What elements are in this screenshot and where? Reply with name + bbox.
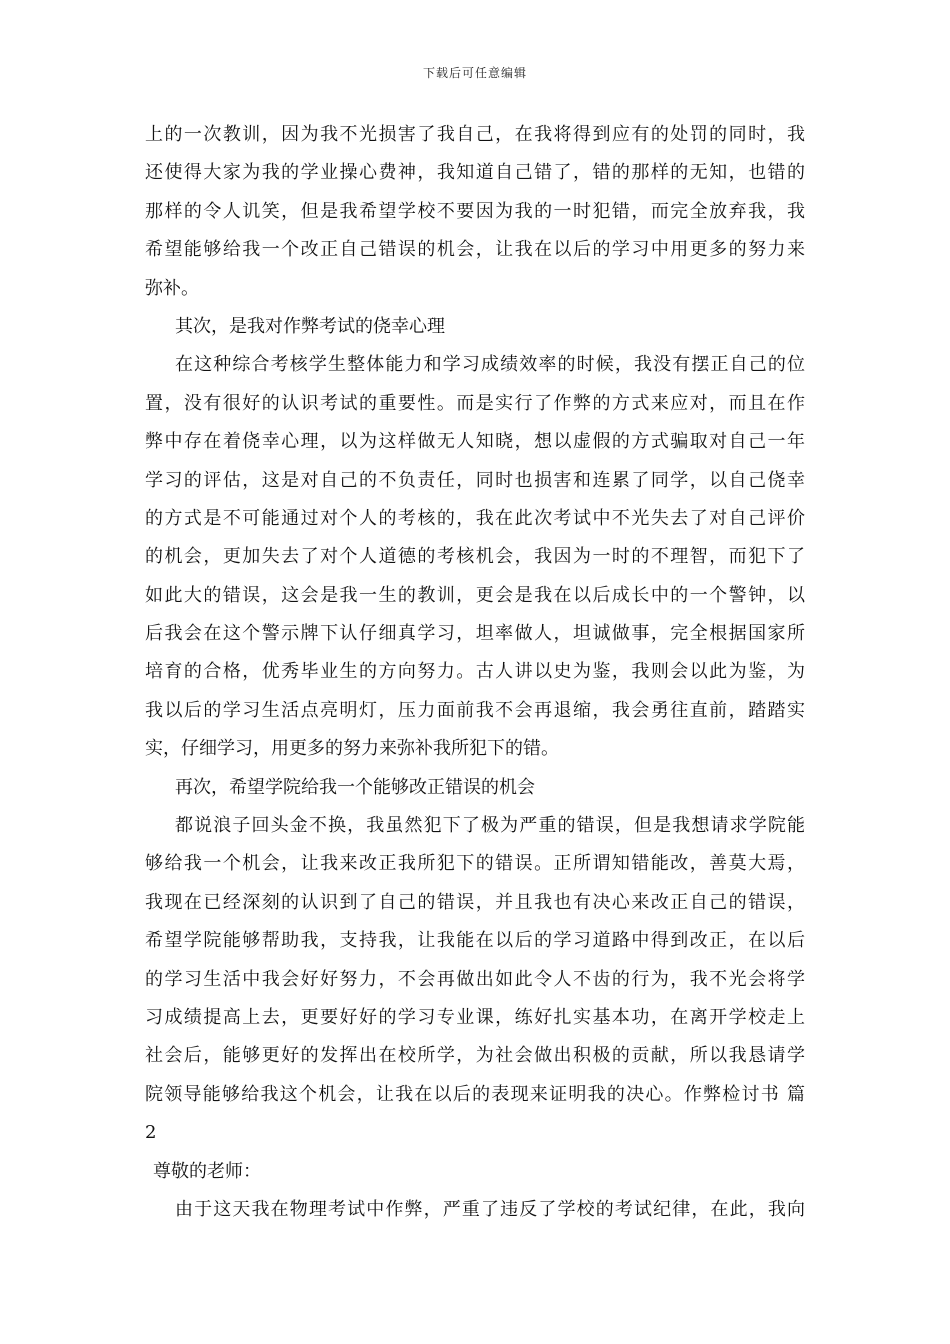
text-line: 后我会在这个警示牌下认仔细真学习，坦率做人，坦诚做事，完全根据国家所 (145, 623, 805, 645)
text-line: 在这种综合考核学生整体能力和学习成绩效率的时候，我没有摆正自己的位 (175, 354, 805, 376)
text-line: 都说浪子回头金不换，我虽然犯下了极为严重的错误，但是我想请求学院能 (175, 815, 805, 837)
text-line: 那样的令人讥笑，但是我希望学校不要因为我的一时犯错，而完全放弃我，我 (145, 200, 805, 222)
text-line: 如此大的错误，这会是我一生的教训，更会是我在以后成长中的一个警钟，以 (145, 584, 805, 606)
text-line: 希望能够给我一个改正自己错误的机会，让我在以后的学习中用更多的努力来 (145, 239, 805, 261)
text-line: 学习的评估，这是对自己的不负责任，同时也损害和连累了同学，以自己侥幸 (145, 469, 805, 491)
document-body (145, 116, 805, 1229)
text-line: 院领导能够给我这个机会，让我在以后的表现来证明我的决心。作弊检讨书 篇 (145, 1083, 805, 1105)
text-line: 希望学院能够帮助我，支持我，让我能在以后的学习道路中得到改正，在以后 (145, 930, 805, 952)
text-line: 尊敬的老师： (153, 1160, 261, 1182)
text-line: 弊中存在着侥幸心理，以为这样做无人知晓，想以虚假的方式骗取对自己一年 (145, 431, 805, 453)
text-line: 再次，希望学院给我一个能够改正错误的机会 (175, 776, 535, 798)
text-line: 的方式是不可能通过对个人的考核的，我在此次考试中不光失去了对自己评价 (145, 507, 805, 529)
text-line: 的学习生活中我会好好努力，不会再做出如此令人不齿的行为，我不光会将学 (145, 968, 805, 990)
text-line: 实，仔细学习，用更多的努力来弥补我所犯下的错。 (145, 738, 559, 760)
text-line: 习成绩提高上去，更要好好的学习专业课，练好扎实基本功，在离开学校走上 (145, 1006, 805, 1028)
text-line: 置，没有很好的认识考试的重要性。而是实行了作弊的方式来应对，而且在作 (145, 392, 805, 414)
text-line: 上的一次教训，因为我不光损害了我自己，在我将得到应有的处罚的同时，我 (145, 124, 805, 145)
text-line: 由于这天我在物理考试中作弊，严重了违反了学校的考试纪律，在此，我向 (175, 1198, 805, 1220)
text-line: 培育的合格，优秀毕业生的方向努力。古人讲以史为鉴，我则会以此为鉴，为 (145, 661, 805, 683)
text-line: 还使得大家为我的学业操心费神，我知道自己错了，错的那样的无知，也错的 (145, 162, 805, 184)
text-line: 我以后的学习生活点亮明灯，压力面前我不会再退缩，我会勇往直前，踏踏实 (145, 699, 805, 721)
text-line: 我现在已经深刻的认识到了自己的错误，并且我也有决心来改正自己的错误， (145, 891, 805, 913)
text-line: 其次，是我对作弊考试的侥幸心理 (175, 315, 445, 337)
text-line: 弥补。 (145, 277, 199, 299)
text-line: 社会后，能够更好的发挥出在校所学，为社会做出积极的贡献，所以我恳请学 (145, 1045, 805, 1067)
text-line: 够给我一个机会，让我来改正我所犯下的错误。正所谓知错能改，善莫大焉， (145, 853, 805, 875)
text-line: 的机会，更加失去了对个人道德的考核机会，我因为一时的不理智，而犯下了 (145, 546, 805, 568)
text-line: 2 (145, 1122, 157, 1144)
page-header-note: 下载后可任意编辑 (422, 66, 527, 80)
